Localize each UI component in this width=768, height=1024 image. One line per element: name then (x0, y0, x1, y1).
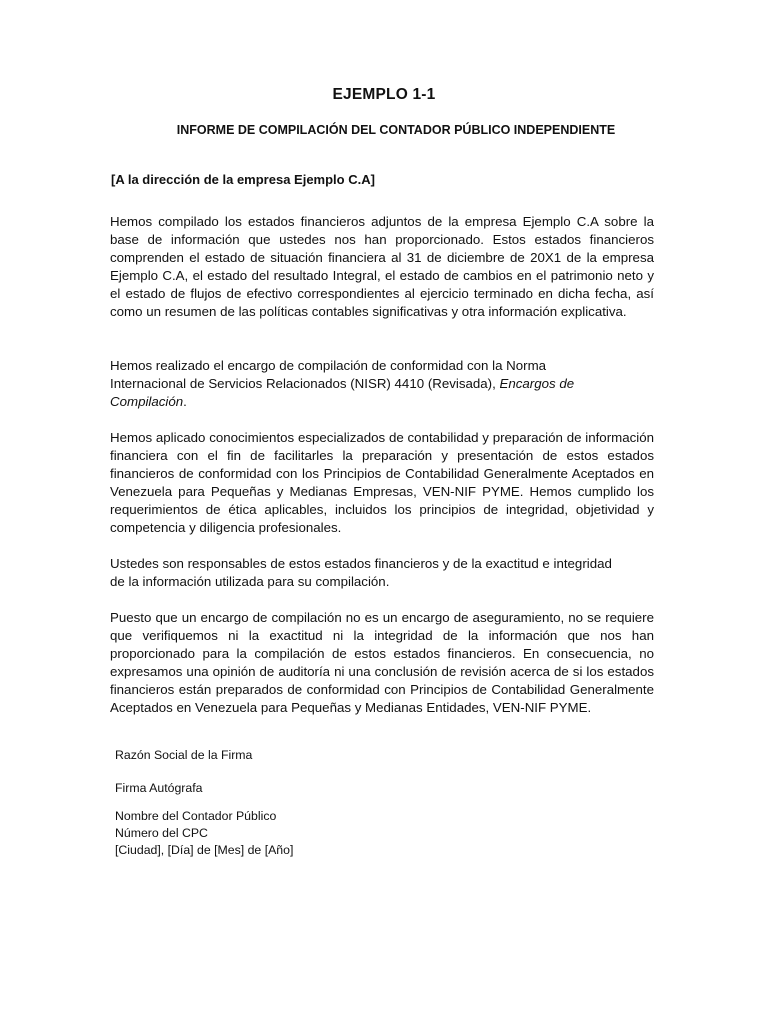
engagement-standard-title: Encargos de Compilación (110, 376, 575, 409)
addressee-line: [A la dirección de la empresa Ejemplo C.A] (111, 172, 375, 187)
paragraph-compilation-scope: Hemos compilado los estados financieros adjuntos de la empresa Ejemplo C.A sobre la base de información que ustedes nos han proporcionado. Estos estados financieros comprenden el estado de situación financiera al 31 de diciembre de 20X1 de la empresa Ejemplo C.A, el estado del resultado Integral, el estado de cambios en el patrimonio neto y el estado de flujos de efectivo correspondientes al ejercicio terminado en dicha fecha, así como un resumen de las políticas contables significativas y otra información explicativa. (110, 214, 654, 319)
paragraph-engagement-standard-line2: Internacional de Servicios Relacionados (NISR) 4410 (Revisada), (110, 376, 500, 391)
document-title: EJEMPLO 1-1 (332, 86, 436, 103)
paragraph-expertise-ethics: Hemos aplicado conocimientos especializados de contabilidad y preparación de información financiera con el fin de facilitarles la preparación y presentación de estos estados financieros de conformidad con los Principios de Contabilidad Generalmente Aceptados en Venezuela para Pequeñas y Medianas Empresas, VEN-NIF PYME. Hemos cumplido los requerimientos de ética aplicables, incluidos los principios de integridad, objetividad y competencia y diligencia profesionales. (110, 430, 654, 535)
paragraph-responsibility (110, 555, 654, 591)
signature-accountant-name: Nombre del Contador Público (115, 809, 277, 823)
paragraph-engagement-standard-end: . (183, 394, 187, 409)
paragraph-engagement-standard-line1: Hemos realizado el encargo de compilación de conformidad con la Norma (110, 358, 547, 373)
signature-firm-name: Razón Social de la Firma (115, 748, 253, 762)
paragraph-responsibility-line2: de la información utilizada para su compilación. (110, 574, 390, 589)
signature-cpc-number: Número del CPC (115, 826, 208, 840)
signature-autograph: Firma Autógrafa (115, 781, 203, 795)
paragraph-engagement-standard (110, 357, 654, 411)
signature-place-date: [Ciudad], [Día] de [Mes] de [Año] (115, 843, 294, 857)
document-subtitle: INFORME DE COMPILACIÓN DEL CONTADOR PÚBLICO INDEPENDIENTE (176, 123, 616, 137)
paragraph-responsibility-line1: Ustedes son responsables de estos estados financieros y de la exactitud e integridad (110, 556, 612, 571)
paragraph-no-assurance: Puesto que un encargo de compilación no es un encargo de aseguramiento, no se requiere que verifiquemos ni la exactitud ni la integridad de la información que nos han proporcionado para la compilación de estos estados financieros. En consecuencia, no expresamos una opinión de auditoría ni una conclusión de revisión acerca de si los estados financieros están preparados de conformidad con Principios de Contabilidad Generalmente Aceptados en Venezuela para Pequeñas y Medianas Entidades, VEN-NIF PYME. (110, 610, 654, 715)
